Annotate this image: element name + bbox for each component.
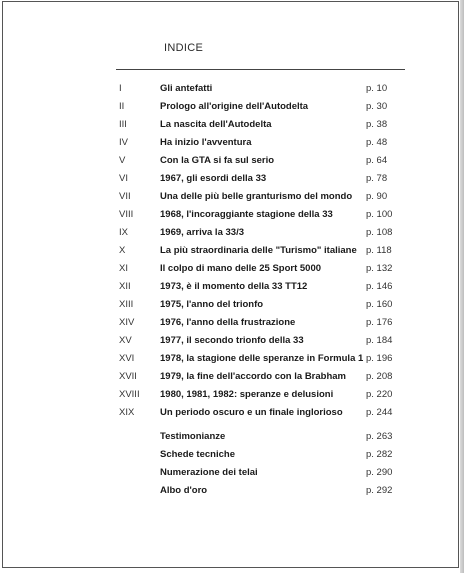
- toc-entry: [119, 134, 409, 152]
- toc-entry: [119, 350, 409, 368]
- chapter-page: p. 108: [366, 227, 393, 238]
- chapter-title: La più straordinaria delle "Turismo" italiane: [160, 245, 357, 256]
- appendix-page: p. 263: [366, 431, 393, 442]
- chapter-number: XIII: [119, 299, 134, 310]
- toc-entry: [119, 368, 409, 386]
- chapter-page: p. 220: [366, 389, 393, 400]
- appendix-entry: [119, 428, 409, 446]
- chapter-page: p. 244: [366, 407, 393, 418]
- chapter-number: XVI: [119, 353, 135, 364]
- chapter-number: II: [119, 101, 125, 112]
- chapter-title: 1969, arriva la 33/3: [160, 227, 244, 238]
- chapter-title: 1977, il secondo trionfo della 33: [160, 335, 304, 346]
- toc-entry: [119, 386, 409, 404]
- chapter-title: Una delle più belle granturismo del mondo: [160, 191, 353, 202]
- chapter-page: p. 132: [366, 263, 393, 274]
- toc-entry: [119, 404, 409, 422]
- toc-entry: [119, 296, 409, 314]
- chapter-page: p. 48: [366, 137, 388, 148]
- chapter-title: Gli antefatti: [160, 83, 213, 94]
- chapter-page: p. 78: [366, 173, 388, 184]
- chapter-page: p. 90: [366, 191, 388, 202]
- chapter-number: V: [119, 155, 126, 166]
- toc-entry: [119, 188, 409, 206]
- toc-entry: [119, 242, 409, 260]
- chapter-number: XIX: [119, 407, 135, 418]
- appendix-page: p. 292: [366, 485, 393, 496]
- toc-entry: [119, 98, 409, 116]
- chapter-title: Un periodo oscuro e un finale inglorioso: [160, 407, 343, 418]
- chapter-page: p. 10: [366, 83, 388, 94]
- chapter-number: XVII: [119, 371, 137, 382]
- appendix-page: p. 282: [366, 449, 393, 460]
- appendix-title: Testimonianze: [160, 431, 226, 442]
- chapter-page: p. 118: [366, 245, 392, 256]
- toc-entry: [119, 224, 409, 242]
- appendix-title: Numerazione dei telai: [160, 467, 258, 478]
- chapter-number: XII: [119, 281, 131, 292]
- chapter-number: VII: [119, 191, 131, 202]
- toc-entry: [119, 206, 409, 224]
- chapter-title: Con la GTA si fa sul serio: [160, 155, 275, 166]
- toc-entry: [119, 116, 409, 134]
- chapter-page: p. 160: [366, 299, 393, 310]
- toc-entry: [119, 80, 409, 98]
- chapter-number: IX: [119, 227, 128, 238]
- title-rule: [116, 69, 405, 70]
- toc-entry: [119, 152, 409, 170]
- chapter-title: 1979, la fine dell'accordo con la Brabham: [160, 371, 346, 382]
- chapter-title: 1973, è il momento della 33 TT12: [160, 281, 308, 292]
- chapter-title: 1967, gli esordi della 33: [160, 173, 267, 184]
- chapter-number: XI: [119, 263, 128, 274]
- appendix-title: Albo d'oro: [160, 485, 208, 496]
- toc-entry: [119, 170, 409, 188]
- appendix-entry: [119, 446, 409, 464]
- page-edge-shadow: [460, 0, 464, 573]
- chapter-number: VI: [119, 173, 128, 184]
- chapter-page: p. 176: [366, 317, 393, 328]
- index-title: INDICE: [164, 42, 204, 54]
- chapter-title: 1978, la stagione delle speranze in Formula 1: [160, 353, 364, 364]
- toc-entry: [119, 278, 409, 296]
- appendix-page: p. 290: [366, 467, 393, 478]
- chapter-title: La nascita dell'Autodelta: [160, 119, 272, 130]
- chapter-title: Ha inizio l'avventura: [160, 137, 252, 148]
- chapter-page: p. 196: [366, 353, 393, 364]
- chapter-page: p. 38: [366, 119, 388, 130]
- chapter-page: p. 30: [366, 101, 388, 112]
- chapter-number: X: [119, 245, 126, 256]
- appendix-title: Schede tecniche: [160, 449, 235, 460]
- chapter-number: XVIII: [119, 389, 140, 400]
- chapter-number: VIII: [119, 209, 134, 220]
- chapter-title: 1976, l'anno della frustrazione: [160, 317, 296, 328]
- chapter-number: XIV: [119, 317, 135, 328]
- toc-entry: [119, 332, 409, 350]
- chapter-page: p. 208: [366, 371, 393, 382]
- chapter-title: 1975, l'anno del trionfo: [160, 299, 264, 310]
- toc-entry: [119, 260, 409, 278]
- chapter-title: 1968, l'incoraggiante stagione della 33: [160, 209, 333, 220]
- chapter-number: III: [119, 119, 127, 130]
- chapter-number: I: [119, 83, 122, 94]
- chapter-number: XV: [119, 335, 132, 346]
- appendix-entry: [119, 482, 409, 500]
- chapter-page: p. 64: [366, 155, 388, 166]
- chapter-page: p. 146: [366, 281, 393, 292]
- appendix-entry: [119, 464, 409, 482]
- chapter-page: p. 100: [366, 209, 393, 220]
- chapter-page: p. 184: [366, 335, 393, 346]
- chapter-title: Il colpo di mano delle 25 Sport 5000: [160, 263, 322, 274]
- chapter-title: 1980, 1981, 1982: speranze e delusioni: [160, 389, 334, 400]
- toc-entry: [119, 314, 409, 332]
- chapter-title: Prologo all'origine dell'Autodelta: [160, 101, 309, 112]
- chapter-number: IV: [119, 137, 128, 148]
